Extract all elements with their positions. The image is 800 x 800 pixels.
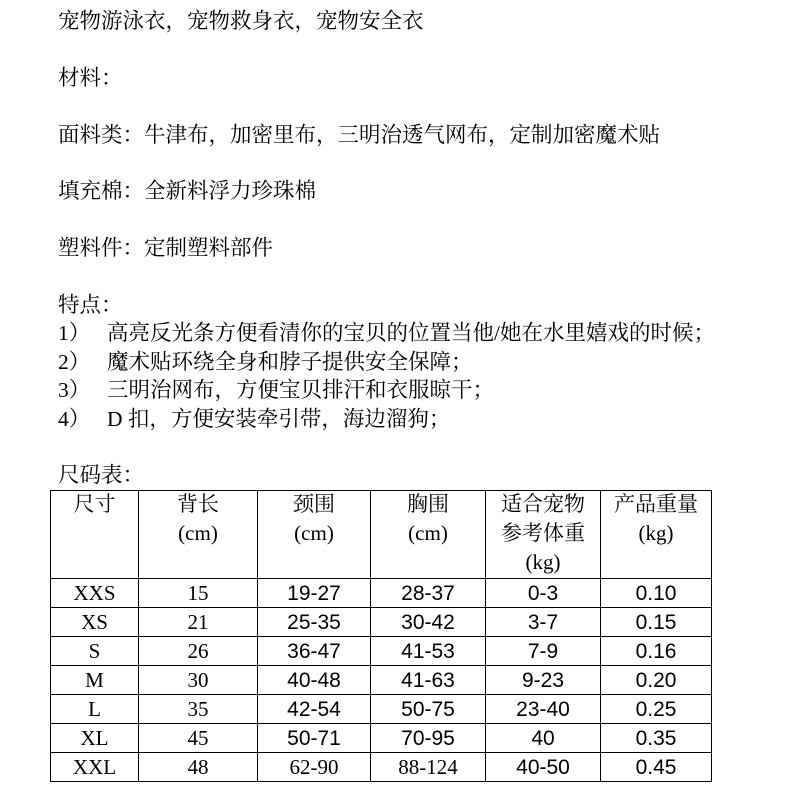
table-row [51,753,712,782]
header-line: 参考体重 [501,521,585,545]
cell-pet-weight: 23-40 [486,695,601,724]
cell-size: M [51,666,139,695]
plastic-line: 塑料件：定制塑料部件 [58,236,274,261]
cell-size: S [51,637,139,666]
cell-neck: 62-90 [258,753,371,782]
cell-product-weight: 0.35 [601,724,712,753]
feature-item-number: 1） [58,321,91,346]
cell-neck: 42-54 [258,695,371,724]
filling-line: 填充棉：全新料浮力珍珠棉 [58,179,317,204]
cell-size: L [51,695,139,724]
table-row [51,637,712,666]
cell-chest: 50-75 [371,695,486,724]
header-unit: (kg) [525,550,561,574]
cell-chest: 41-53 [371,637,486,666]
cell-pet-weight: 40 [486,724,601,753]
size-chart-heading: 尺码表： [58,463,145,488]
feature-item [58,348,793,376]
cell-chest: 88-124 [371,753,486,782]
cell-back-length: 26 [139,637,258,666]
cell-back-length: 15 [139,579,258,608]
size-table-header-row [51,491,712,579]
header-chest [371,491,486,579]
feature-item-text: D 扣，方便安装牵引带，海边溜狗； [107,406,451,431]
feature-item-number: 4） [58,406,91,431]
table-row [51,579,712,608]
header-unit: (kg) [638,521,674,545]
cell-back-length: 30 [139,666,258,695]
header-line: 背长 [177,492,219,516]
header-line: 适合宠物 [501,492,585,516]
feature-item [58,319,793,347]
feature-item-text: 魔术贴环绕全身和脖子提供安全保障； [107,349,473,374]
size-table [50,490,712,782]
header-line: 产品重量 [614,492,698,516]
cell-back-length: 21 [139,608,258,637]
cell-product-weight: 0.20 [601,666,712,695]
cell-pet-weight: 40-50 [486,753,601,782]
cell-pet-weight: 9-23 [486,666,601,695]
header-line: 尺寸 [73,492,116,516]
cell-neck: 36-47 [258,637,371,666]
header-pet-weight [486,491,601,579]
cell-chest: 30-42 [371,608,486,637]
cell-product-weight: 0.15 [601,608,712,637]
cell-chest: 28-37 [371,579,486,608]
header-unit: (cm) [178,521,218,545]
cell-chest: 41-63 [371,666,486,695]
cell-product-weight: 0.10 [601,579,712,608]
cell-back-length: 45 [139,724,258,753]
header-size [51,491,139,579]
cell-size: XXS [51,579,139,608]
feature-item-number: 2） [58,349,91,374]
cell-neck: 19-27 [258,579,371,608]
header-line: 胸围 [407,492,449,516]
features-heading: 特点： [58,292,123,317]
header-neck [258,491,371,579]
table-row [51,666,712,695]
document-title: 宠物游泳衣，宠物救身衣，宠物安全衣 [58,9,424,33]
materials-heading: 材料： [58,65,123,90]
header-unit: (cm) [408,521,448,545]
document-body [58,7,793,490]
feature-item-number: 3） [58,378,91,403]
cell-product-weight: 0.16 [601,637,712,666]
cell-product-weight: 0.45 [601,753,712,782]
cell-neck: 40-48 [258,666,371,695]
feature-item [58,405,793,433]
header-back-length [139,491,258,579]
cell-pet-weight: 7-9 [486,637,601,666]
cell-chest: 70-95 [371,724,486,753]
cell-neck: 50-71 [258,724,371,753]
table-row [51,724,712,753]
fabric-line: 面料类：牛津布，加密里布，三明治透气网布，定制加密魔术贴 [58,122,661,147]
header-unit: (cm) [294,521,334,545]
cell-back-length: 48 [139,753,258,782]
feature-item [58,376,793,404]
table-row [51,695,712,724]
feature-item-text: 高亮反光条方便看清你的宝贝的位置当他/她在水里嬉戏的时候； [107,321,715,346]
cell-pet-weight: 0-3 [486,579,601,608]
cell-neck: 25-35 [258,608,371,637]
cell-size: XL [51,724,139,753]
cell-size: XXL [51,753,139,782]
cell-product-weight: 0.25 [601,695,712,724]
feature-item-text: 三明治网布，方便宝贝排汗和衣服晾干； [107,378,495,403]
table-row [51,608,712,637]
header-line: 颈围 [293,492,335,516]
cell-pet-weight: 3-7 [486,608,601,637]
header-product-weight [601,491,712,579]
cell-size: XS [51,608,139,637]
cell-back-length: 35 [139,695,258,724]
